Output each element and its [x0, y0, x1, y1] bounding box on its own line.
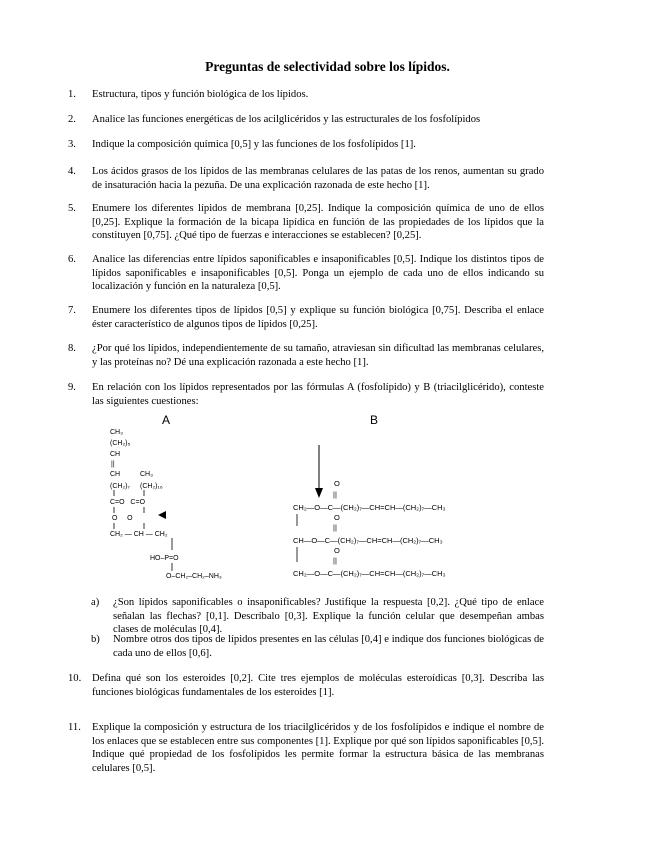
lipid-formulas-figure [100, 410, 480, 585]
b-carbonyl: O [334, 513, 340, 522]
question-7 [68, 304, 544, 331]
subquestion-a [91, 596, 544, 637]
question-3 [68, 138, 544, 152]
a-chain1-line: CH [110, 471, 121, 478]
a-choline: O–CH₂–CH₂–NH₃ [166, 573, 222, 580]
a-chain1-line: || [111, 461, 115, 468]
subquestion-letter: b) [91, 634, 100, 645]
question-number: 1. [68, 89, 76, 100]
a-chain2-line: (CH₂)₁₆ [140, 483, 163, 490]
question-number: 4. [68, 166, 76, 177]
question-number: 5. [68, 203, 76, 214]
question-text: Explique la composición y estructura de los triacilglicéridos y de los fosfolípidos e indique el nombre de los enlaces que se establecen entre sus componentes [1]. Explique por qué son lípidos saponificables [0,5]. Indique qué propiedad de los fosfolípidos les permite formar la estructura básica de las membranas celulares [0,5]. [92, 722, 544, 774]
formula-b [293, 445, 446, 578]
question-2 [68, 113, 544, 127]
a-chain2-line: CH₃ [140, 471, 153, 478]
a-phosphate: HO–P=O [150, 555, 179, 562]
a-chain1-line: (CH₂)₇ [110, 483, 130, 490]
question-10 [68, 672, 544, 699]
question-11 [68, 721, 544, 775]
b-double-bond: || [333, 490, 337, 499]
question-text: Estructura, tipos y función biológica de los lípidos. [92, 89, 309, 100]
a-glycerol-row: CH₂ — CH — CH₂ [110, 531, 168, 538]
b-row-1: CH₂—O—C—(CH₂)₇—CH=CH—(CH₂)₇—CH₃ [293, 503, 446, 512]
question-text: Enumere los diferentes lípidos de membrana [0,25]. Indique la composición química de uno de ellos [0,25]. Explique la formación de la bicapa lipídica en función de las propiedades de los lípidos que la constituyen [0,75]. ¿Qué tipo de fuerzas e interacciones se establecen? [0,25]. [92, 203, 544, 242]
question-number: 8. [68, 343, 76, 354]
a-oxygen-row: O O [112, 515, 133, 522]
subquestion-text: ¿Son lípidos saponificables o insaponificables? Justifique la respuesta [0,2]. ¿Qué tipo de enlace señalan las flechas? [0,1]. Descríbalo [0,3]. Explique la función celular que desempeñan ambas clases de moléculas [0,4]. [113, 597, 544, 636]
question-5 [68, 202, 544, 243]
b-carbonyl: O [334, 546, 340, 555]
question-number: 11. [68, 722, 81, 733]
arrow-b-icon [315, 488, 323, 498]
question-6 [68, 253, 544, 294]
formula-a-label: A [162, 413, 171, 427]
question-number: 9. [68, 382, 76, 393]
formula-b-label: B [370, 413, 379, 427]
b-row-2: CH—O—C—(CH₂)₇—CH=CH—(CH₂)₇—CH₃ [293, 536, 443, 545]
question-text: En relación con los lípidos representados por las fórmulas A (fosfolípido) y B (triacilglicérido), conteste las siguientes cuestiones: [92, 382, 544, 407]
question-text: Defina qué son los esteroides [0,2]. Cite tres ejemplos de moléculas esteroídicas [0,3]. Describa las funciones biológicas fundamentales de los esteroides [1]. [92, 673, 544, 698]
question-text: Analice las diferencias entre lípidos saponificables e insaponificables [0,5]. Indique los distintos tipos de lípidos saponificables e insaponificables [0,5]. Ponga un ejemplo de cada uno de ellos indicando su localización y función en la naturaleza [0,5]. [92, 254, 544, 293]
question-8 [68, 342, 544, 369]
b-carbonyl: O [334, 479, 340, 488]
question-text: Enumere los diferentes tipos de lípidos [0,5] y explique su función biológica [0,75]. Describa el enlace éster característico de algunos tipos de lípidos [0,25]. [92, 305, 544, 330]
question-number: 3. [68, 139, 76, 150]
question-number: 2. [68, 114, 76, 125]
question-number: 6. [68, 254, 76, 265]
question-text: Analice las funciones energéticas de los acilglicéridos y las estructurales de los fosfolípidos [92, 114, 481, 125]
b-double-bond: || [333, 523, 337, 532]
b-row-3: CH₂—O—C—(CH₂)₇—CH=CH—(CH₂)₇—CH₃ [293, 569, 446, 578]
a-chain1-line: (CH₂)₅ [110, 440, 131, 447]
question-4 [68, 165, 544, 192]
page-title: Preguntas de selectividad sobre los lípidos. [205, 59, 450, 74]
a-chain1-line: CH [110, 451, 121, 458]
subquestion-b [91, 633, 544, 660]
subquestion-letter: a) [91, 597, 100, 608]
a-ester-row: C=O C=O [110, 499, 146, 506]
b-double-bond: || [333, 556, 337, 565]
question-number: 10. [68, 673, 82, 684]
subquestion-text: Nombre otros dos tipos de lípidos presentes en las células [0,4] e indique dos funciones biológicas de cada uno de ellos [0,6]. [113, 634, 544, 659]
question-text: Indique la composición química [0,5] y las funciones de los fosfolípidos [1]. [92, 139, 416, 150]
question-text: Los ácidos grasos de los lípidos de las membranas celulares de las patas de los renos, aumentan su grado de insaturación hacia la pezuña. De una explicación razonada de este hecho [1]. [92, 166, 544, 191]
question-1 [68, 88, 544, 102]
arrow-a-icon [158, 511, 166, 519]
question-number: 7. [68, 305, 76, 316]
question-9 [68, 381, 544, 408]
question-text: ¿Por qué los lípidos, independientemente de su tamaño, atraviesan sin dificultad las membranas celulares, y las proteínas no? Dé una explicación razonada a este hecho [1]. [92, 343, 544, 368]
formula-a [110, 429, 222, 580]
a-chain1-line: CH₃ [110, 429, 123, 436]
